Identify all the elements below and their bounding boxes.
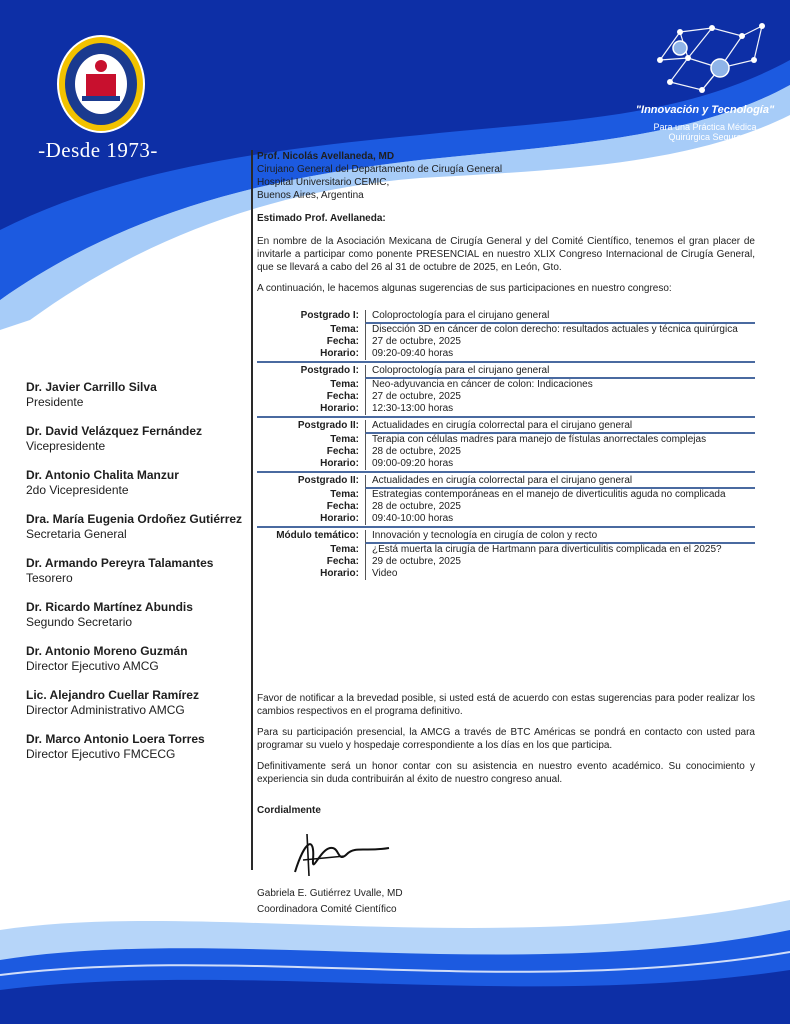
fecha-label: Fecha: (326, 336, 359, 347)
member-role: Presidente (26, 395, 84, 409)
session-course: Actualidades en cirugía colorrectal para el cirujano general (365, 475, 755, 489)
member-role: Segundo Secretario (26, 615, 133, 629)
session-row (257, 556, 755, 568)
fecha-label: Fecha: (326, 556, 359, 567)
session-row (257, 501, 755, 513)
session-horario: Video (365, 568, 755, 580)
session-block (257, 475, 755, 528)
committee-member (26, 732, 246, 762)
session-row (257, 544, 755, 556)
salutation: Estimado Prof. Avellaneda: (257, 213, 386, 224)
session-block (257, 365, 755, 418)
signer-role: Coordinadora Comité Científico (257, 904, 397, 915)
member-name: Dr. Marco Antonio Loera Torres (26, 732, 205, 746)
committee-member (26, 600, 246, 630)
tema-label: Tema: (330, 434, 359, 445)
session-type: Postgrado II: (297, 475, 359, 486)
session-block (257, 420, 755, 473)
session-block (257, 310, 755, 363)
signer-block (257, 886, 403, 918)
session-horario: 09:00-09:20 horas (365, 458, 755, 470)
session-type: Postgrado I: (300, 365, 359, 376)
member-name: Dr. Javier Carrillo Silva (26, 380, 157, 394)
session-row (257, 379, 755, 391)
session-tema: Terapia con células madres para manejo de fístulas anorrectales complejas (365, 434, 755, 446)
closing-paragraphs (257, 692, 755, 794)
member-role: Secretaria General (26, 527, 127, 541)
session-tema: ¿Está muerta la cirugía de Hartmann para diverticulitis complicada en el 2025? (365, 544, 755, 556)
session-type: Módulo temático: (276, 530, 359, 541)
session-tema: Disección 3D en cáncer de colon derecho: resultados actuales y técnica quirúrgica (365, 324, 755, 336)
horario-label: Horario: (320, 348, 359, 359)
session-fecha: 28 de octubre, 2025 (365, 446, 755, 458)
session-row (257, 489, 755, 501)
member-name: Dr. Armando Pereyra Talamantes (26, 556, 214, 570)
since-1973-label: -Desde 1973- (38, 138, 158, 162)
tagline: "Innovación y Tecnología" (635, 104, 775, 116)
committee-member (26, 688, 246, 718)
session-head (257, 310, 755, 324)
session-horario: 09:20-09:40 horas (365, 348, 755, 360)
horario-label: Horario: (320, 513, 359, 524)
member-name: Dra. María Eugenia Ordoñez Gutiérrez (26, 512, 243, 526)
tema-label: Tema: (330, 544, 359, 555)
closing-paragraph: Definitivamente será un honor contar con su asistencia en nuestro evento académico. Su conocimiento y experiencia sin duda contribuirán al éxito de nuestro congreso anual. (257, 761, 755, 785)
member-name: Lic. Alejandro Cuellar Ramírez (26, 688, 199, 702)
committee-member (26, 512, 246, 542)
subtagline (620, 122, 790, 142)
session-type: Postgrado II: (297, 420, 359, 431)
cordially-label: Cordialmente (257, 805, 321, 816)
session-horario: 12:30-13:00 horas (365, 403, 755, 415)
signature-image (285, 830, 395, 880)
session-head (257, 420, 755, 434)
subtagline-line-2: Quirúrgica Segura (668, 132, 742, 142)
session-course: Innovación y tecnología en cirugía de colon y recto (365, 530, 755, 544)
member-role: Vicepresidente (26, 439, 106, 453)
subtagline-line-1: Para una Práctica Médica (653, 122, 757, 132)
member-role: Director Ejecutivo FMCECG (26, 747, 176, 761)
tema-label: Tema: (330, 379, 359, 390)
session-course: Coloproctología para el cirujano general (365, 365, 755, 379)
committee-member (26, 380, 246, 410)
session-row (257, 391, 755, 403)
session-row (257, 568, 755, 580)
lead-paragraph: A continuación, le hacemos algunas sugerencias de sus participaciones en nuestro congreso: (257, 283, 672, 294)
intro-paragraph: En nombre de la Asociación Mexicana de Cirugía General y del Comité Científico, tenemos el gran placer de invitarle a participar como ponente PRESENCIAL en nuestro XLIX Congreso Internacional de Cirugía General, que se llevará a cabo del 26 al 31 de octubre de 2025, en León, Gto. (257, 236, 755, 273)
session-horario: 09:40-10:00 horas (365, 513, 755, 525)
member-role: Tesorero (26, 571, 73, 585)
session-fecha: 27 de octubre, 2025 (365, 391, 755, 403)
tema-label: Tema: (330, 489, 359, 500)
horario-label: Horario: (320, 568, 359, 579)
member-name: Dr. Ricardo Martínez Abundis (26, 600, 193, 614)
session-fecha: 29 de octubre, 2025 (365, 556, 755, 568)
fecha-label: Fecha: (326, 501, 359, 512)
letter-body (257, 150, 755, 295)
member-role: Director Ejecutivo AMCG (26, 659, 159, 673)
session-tema: Estrategias contemporáneas en el manejo de diverticulitis aguda no complicada (365, 489, 755, 501)
recipient-line: Buenos Aires, Argentina (257, 190, 364, 201)
member-name: Dr. Antonio Moreno Guzmán (26, 644, 188, 658)
session-type: Postgrado I: (300, 310, 359, 321)
session-head (257, 530, 755, 544)
session-row (257, 513, 755, 525)
session-head (257, 475, 755, 489)
session-tema: Neo-adyuvancia en cáncer de colon: Indicaciones (365, 379, 755, 391)
closing-paragraph: Para su participación presencial, la AMCG a través de BTC Américas se pondrá en contacto con usted para programar su vuelo y hospedaje correspondiente a los días en los que participa. (257, 727, 755, 751)
member-name: Dr. Antonio Chalita Manzur (26, 468, 179, 482)
session-row (257, 403, 755, 415)
tema-label: Tema: (330, 324, 359, 335)
committee-member (26, 556, 246, 586)
committee-member (26, 424, 246, 454)
vertical-divider (251, 150, 253, 870)
signer-name: Gabriela E. Gutiérrez Uvalle, MD (257, 888, 403, 899)
recipient-line: Cirujano General del Departamento de Cirugía General (257, 164, 503, 175)
session-block (257, 530, 755, 581)
session-course: Coloproctología para el cirujano general (365, 310, 755, 324)
fecha-label: Fecha: (326, 446, 359, 457)
member-name: Dr. David Velázquez Fernández (26, 424, 203, 438)
recipient-line: Hospital Universitario CEMIC, (257, 177, 390, 188)
session-fecha: 27 de octubre, 2025 (365, 336, 755, 348)
committee-member (26, 468, 246, 498)
member-role: Director Administrativo AMCG (26, 703, 185, 717)
seal-logo (56, 34, 146, 134)
session-fecha: 28 de octubre, 2025 (365, 501, 755, 513)
network-logo (650, 20, 770, 102)
session-head (257, 365, 755, 379)
session-row (257, 348, 755, 360)
closing-paragraph: Favor de notificar a la brevedad posible, si usted está de acuerdo con estas sugerencias para poder realizar los cambios respectivos en el programa definitivo. (257, 693, 755, 717)
committee-list (26, 380, 246, 776)
session-schedule (257, 310, 755, 583)
fecha-label: Fecha: (326, 391, 359, 402)
horario-label: Horario: (320, 403, 359, 414)
session-row (257, 446, 755, 458)
recipient-name: Prof. Nicolás Avellaneda, MD (257, 151, 395, 162)
session-course: Actualidades en cirugía colorrectal para el cirujano general (365, 420, 755, 434)
member-role: 2do Vicepresidente (26, 483, 129, 497)
session-row (257, 458, 755, 470)
horario-label: Horario: (320, 458, 359, 469)
committee-member (26, 644, 246, 674)
session-row (257, 324, 755, 336)
session-row (257, 336, 755, 348)
session-row (257, 434, 755, 446)
